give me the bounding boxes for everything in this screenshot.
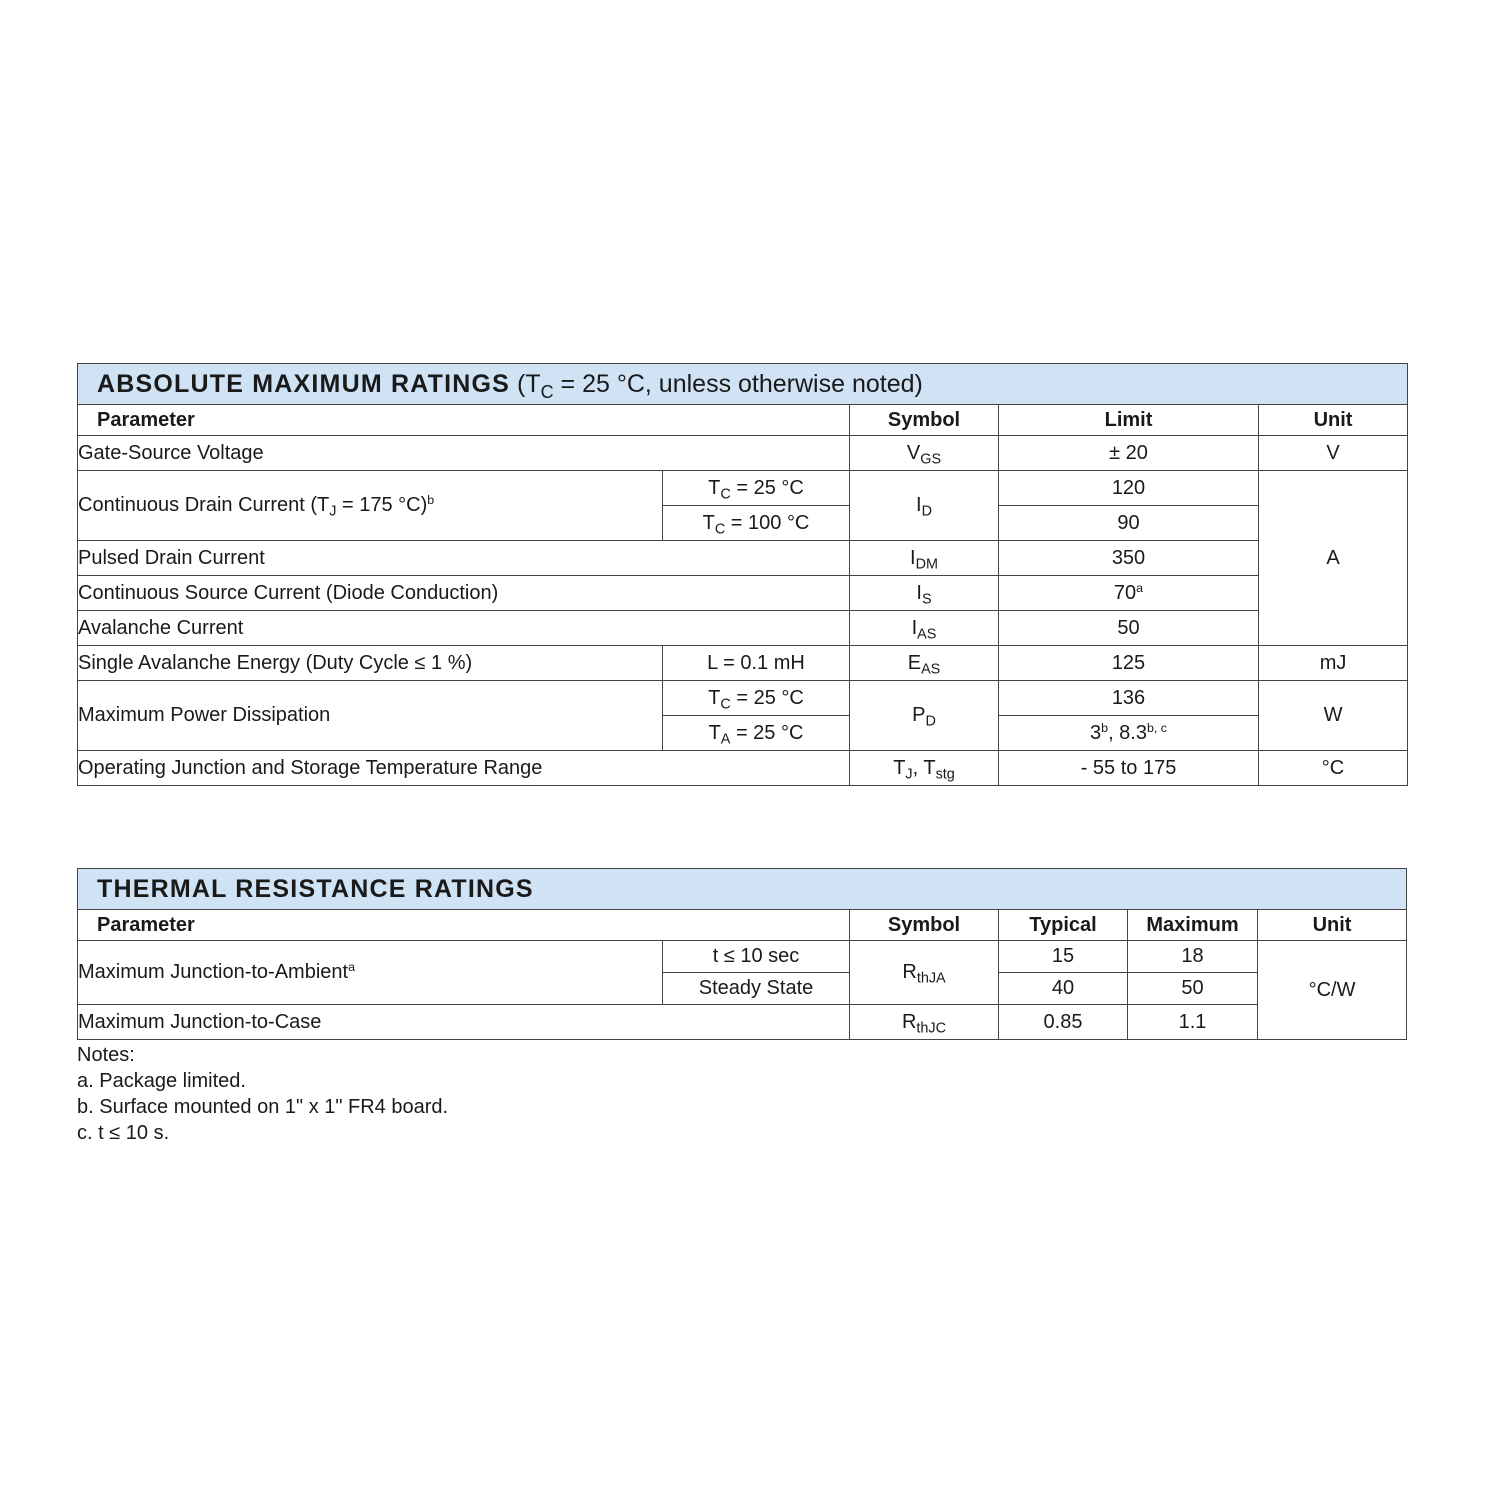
cond-pd-tc-25: $T_C = 25$ °C [663, 681, 850, 716]
absolute-maximum-ratings-table [77, 363, 1408, 786]
param-max-power-dissipation: Maximum Power Dissipation [78, 681, 663, 751]
unit-degc-per-w: °C/W [1258, 941, 1407, 1040]
param-continuous-drain-current: Continuous Drain Current ($T_J = 175$ °C)$^b$ [78, 471, 663, 541]
thermal-header-symbol: Symbol [850, 910, 999, 941]
param-gate-source-voltage: Gate-Source Voltage [78, 436, 850, 471]
abs-max-title-condition: ($T_C = 25$ °C, unless otherwise noted) [517, 369, 923, 402]
thermal-header-maximum: Maximum [1128, 910, 1258, 941]
thermal-header-parameter: Parameter [78, 910, 850, 941]
cond-tc-25: $T_C = 25$ °C [663, 471, 850, 506]
header-parameter: Parameter [78, 405, 850, 436]
note-b: b. Surface mounted on 1" x 1" FR4 board. [77, 1096, 449, 1118]
table-row [78, 646, 1408, 681]
header-unit: Unit [1259, 405, 1408, 436]
thermal-title: THERMAL RESISTANCE RATINGS [97, 874, 534, 903]
param-temperature-range: Operating Junction and Storage Temperature Range [78, 751, 850, 786]
limit-id-100: 90 [999, 506, 1259, 541]
maximum-rthja-2: 50 [1128, 973, 1258, 1005]
thermal-title-cell [78, 869, 1407, 910]
abs-max-title: ABSOLUTE MAXIMUM RATINGS [97, 369, 511, 398]
cond-steady-state: Steady State [663, 973, 850, 1005]
param-pulsed-drain-current: Pulsed Drain Current [78, 541, 850, 576]
symbol-eas: $E_{AS}$ [850, 646, 999, 681]
limit-id-25: 120 [999, 471, 1259, 506]
unit-w: W [1259, 681, 1408, 751]
symbol-is: $I_S$ [850, 576, 999, 611]
table-row [78, 681, 1408, 716]
limit-pd-tc: 136 [999, 681, 1259, 716]
table-row [78, 436, 1408, 471]
cond-tc-100: $T_C = 100$ °C [663, 506, 850, 541]
param-single-avalanche-energy: Single Avalanche Energy (Duty Cycle ≤ 1 %) [78, 646, 663, 681]
cond-pd-ta-25: $T_A = 25$ °C [663, 716, 850, 751]
thermal-header-unit: Unit [1258, 910, 1407, 941]
table-row [78, 576, 1408, 611]
table-row [78, 471, 1408, 506]
header-limit: Limit [999, 405, 1259, 436]
typical-rthja-1: 15 [999, 941, 1128, 973]
symbol-idm: $I_{DM}$ [850, 541, 999, 576]
unit-v: V [1259, 436, 1408, 471]
table-row [78, 1005, 1407, 1040]
table-row [78, 611, 1408, 646]
note-c: c. t ≤ 10 s. [77, 1122, 170, 1144]
symbol-rthja: $R_{thJA}$ [850, 941, 999, 1005]
maximum-rthjc: 1.1 [1128, 1005, 1258, 1040]
header-symbol: Symbol [850, 405, 999, 436]
unit-degc: °C [1259, 751, 1408, 786]
limit-temperature: - 55 to 175 [999, 751, 1259, 786]
typical-rthjc: 0.85 [999, 1005, 1128, 1040]
symbol-pd: $P_D$ [850, 681, 999, 751]
thermal-header-typical: Typical [999, 910, 1128, 941]
limit-eas: 125 [999, 646, 1259, 681]
cond-t-10-sec: t ≤ 10 sec [663, 941, 850, 973]
table-row [78, 751, 1408, 786]
cond-l: L = 0.1 mH [663, 646, 850, 681]
notes [77, 1042, 448, 1146]
limit-is: 70$^a$ [999, 576, 1259, 611]
param-continuous-source-current: Continuous Source Current (Diode Conduction) [78, 576, 850, 611]
param-avalanche-current: Avalanche Current [78, 611, 850, 646]
table-row [78, 941, 1407, 973]
note-a: a. Package limited. [77, 1070, 246, 1092]
param-junction-to-ambient: Maximum Junction-to-Ambient$^a$ [78, 941, 663, 1005]
table-row [78, 541, 1408, 576]
symbol-vgs: $V_{GS}$ [850, 436, 999, 471]
thermal-resistance-ratings-table [77, 868, 1407, 1040]
symbol-tj-tstg: $T_J$, $T_{stg}$ [850, 751, 999, 786]
limit-vgs: ± 20 [999, 436, 1259, 471]
limit-pd-ta: 3$^b$, 8.3$^{b, c}$ [999, 716, 1259, 751]
limit-idm: 350 [999, 541, 1259, 576]
symbol-id: $I_D$ [850, 471, 999, 541]
symbol-rthjc: $R_{thJC}$ [850, 1005, 999, 1040]
param-junction-to-case: Maximum Junction-to-Case [78, 1005, 850, 1040]
typical-rthja-2: 40 [999, 973, 1128, 1005]
unit-a: A [1259, 471, 1408, 646]
symbol-ias: $I_{AS}$ [850, 611, 999, 646]
maximum-rthja-1: 18 [1128, 941, 1258, 973]
notes-heading: Notes: [77, 1044, 135, 1066]
limit-ias: 50 [999, 611, 1259, 646]
abs-max-title-cell [78, 364, 1408, 405]
unit-mj: mJ [1259, 646, 1408, 681]
